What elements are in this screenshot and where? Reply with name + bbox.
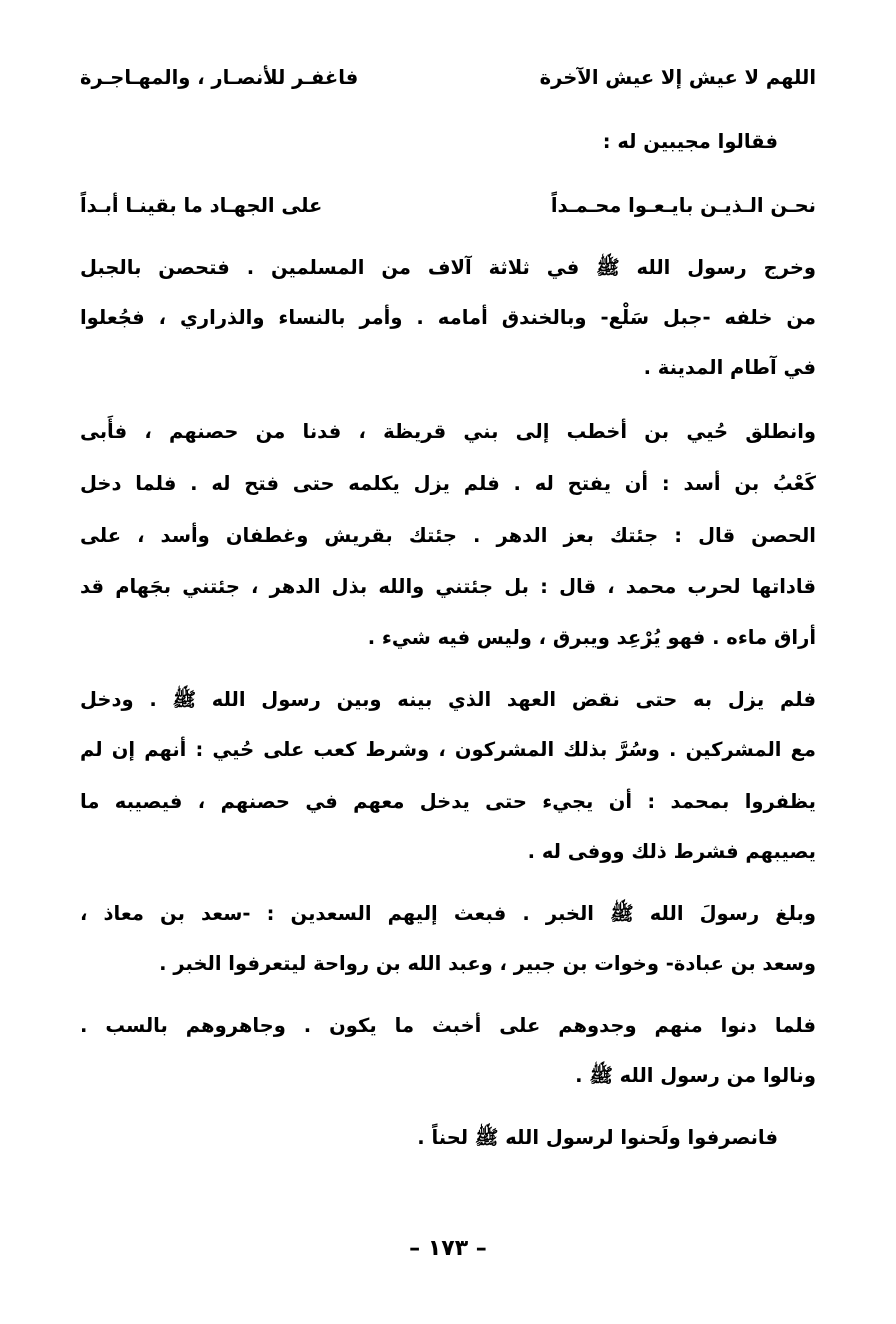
response-intro: فقالوا مجيبين له :: [602, 130, 778, 153]
paragraph-line: فلما دنوا منهم وجدوهم على أخبث ما يكون . وجاهروهم بالسب .: [80, 1014, 816, 1037]
paragraph-line: قاداتها لحرب محمد ، قال : بل جئتني والله بذل الدهر ، جئتني بجَهام قد: [80, 575, 816, 598]
page-number: – ١٧٣ –: [409, 1236, 487, 1261]
poem-verse-2-second-hemistich: على الجهـاد ما بقينـا أبـداً: [80, 194, 323, 217]
paragraph-line: في آطام المدينة .: [643, 356, 816, 379]
paragraph-line: وسعد بن عبادة- وخوات بن جبير ، وعبد الله بن رواحة ليتعرفوا الخبر .: [159, 952, 816, 975]
poem-verse-2-first-hemistich: نحـن الـذيـن بايـعـوا محـمـداً: [550, 194, 816, 217]
paragraph-line: الحصن قال : جئتك بعز الدهر . جئتك بقريش وغطفان وأسد ، على: [80, 524, 816, 547]
paragraph-line: مع المشركين . وسُرَّ بذلك المشركون ، وشرط كعب على حُيي : أنهم إن لم: [80, 738, 816, 761]
paragraph-line: وخرج رسول الله ﷺ في ثلاثة آلاف من المسلمين . فتحصن بالجبل: [80, 256, 816, 279]
poem-verse-1-second-hemistich: فاغفـر للأنصـار ، والمهـاجـرة: [80, 66, 359, 89]
paragraph-line: ونالوا من رسول الله ﷺ .: [575, 1064, 816, 1087]
paragraph-line: فانصرفوا ولَحنوا لرسول الله ﷺ لحناً .: [417, 1126, 778, 1149]
paragraph-line: فلم يزل به حتى نقض العهد الذي بينه وبين رسول الله ﷺ . ودخل: [80, 688, 816, 711]
paragraph-line: أراق ماءه . فهو يُرْعِد ويبرق ، وليس فيه شيء .: [367, 626, 816, 649]
paragraph-line: يصيبهم فشرط ذلك ووفى له .: [527, 840, 816, 863]
paragraph-line: من خلفه -جبل سَلْع- وبالخندق أمامه . وأمر بالنساء والذراري ، فجُعلوا: [80, 306, 816, 329]
paragraph-line: وبلغ رسولَ الله ﷺ الخبر . فبعث إليهم السعدين : -سعد بن معاذ ،: [80, 902, 816, 925]
paragraph-line: كَعْبُ بن أسد : أن يفتح له . فلم يزل يكلمه حتى فتح له . فلما دخل: [80, 472, 816, 495]
paragraph-line: وانطلق حُيي بن أخطب إلى بني قريظة ، فدنا من حصنهم ، فأَبى: [80, 420, 816, 443]
paragraph-line: يظفروا بمحمد : أن يجيء حتى يدخل معهم في حصنهم ، فيصيبه ما: [80, 790, 816, 813]
poem-verse-1-first-hemistich: اللهم لا عيش إلا عيش الآخرة: [539, 66, 816, 89]
